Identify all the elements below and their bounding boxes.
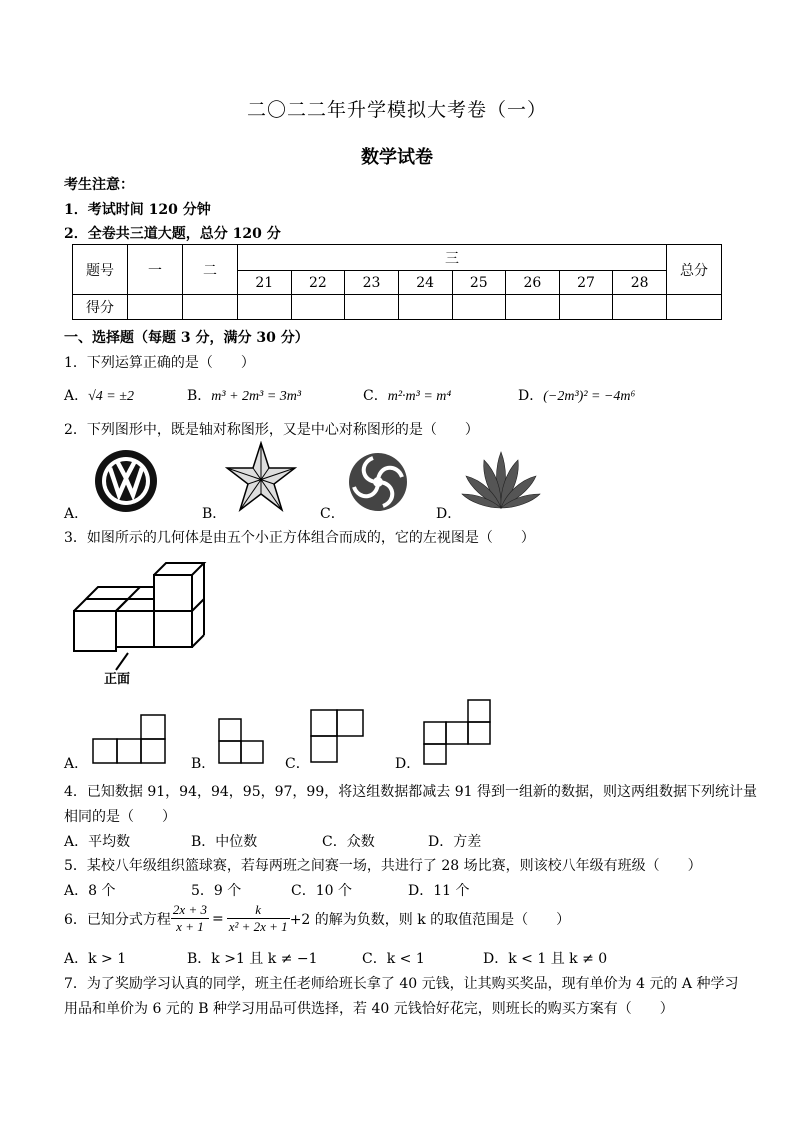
score-cell[interactable] (238, 295, 292, 320)
q6-stem: 6．已知分式方程 $\frac{2x + 3}{x + 1}$ = $\frac{k}{\text{x² + 2x + 1}}$ +2 的解为负数，则 k 的取值范围是（ ） (64, 902, 571, 934)
q4-stem-line1: 4．已知数据 91，94，94，95，97，99，将这组数据都减去 91 得到一组新的数据，则这两组数据下列统计量 (64, 784, 757, 800)
q3-option-c-figure (310, 708, 364, 764)
q6-fraction-2: $\frac{k}{\text{x² + 2x + 1}}$ (228, 902, 288, 934)
question-number-cell: 26 (506, 271, 560, 295)
q6-fraction-1: $\frac{2x + 3}{x + 1}$ (172, 902, 207, 934)
q4-option: C．众数 (322, 834, 375, 850)
score-cell[interactable] (452, 295, 506, 320)
q1-stem: 1．下列运算正确的是（ ） (64, 355, 255, 371)
q4-option: D．方差 (428, 834, 482, 850)
q6-option: D．k < 1 且 k ≠ 0 (483, 951, 608, 967)
row-label-question: 题号 (73, 245, 128, 295)
q2-label-a: A． (64, 506, 89, 522)
score-cell[interactable] (667, 295, 722, 320)
section-two-header: 二 (183, 245, 238, 295)
q4-option: A．平均数 (64, 834, 131, 850)
q2-label-d: D． (436, 506, 462, 522)
q5-option: C．10 个 (291, 883, 352, 899)
q3-stem: 3．如图所示的几何体是由五个小正方体组合而成的，它的左视图是（ ） (64, 530, 535, 546)
row-label-score: 得分 (73, 295, 128, 320)
score-cell[interactable] (128, 295, 183, 320)
score-cell[interactable] (613, 295, 667, 320)
question-number-cell: 25 (452, 271, 506, 295)
notes-heading: 考生注意： (64, 177, 134, 193)
section-one-header: 一 (128, 245, 183, 295)
question-number-cell: 24 (398, 271, 452, 295)
q5-option: 5．9 个 (191, 883, 242, 899)
q3-option-b-figure (218, 717, 264, 765)
q6-option: A．k > 1 (64, 951, 127, 967)
swirl-figure (347, 451, 409, 513)
q5-stem: 5．某校八年级组织篮球赛，若每两班之间赛一场，共进行了 28 场比赛，则该校八年级有班级（ ） (64, 858, 702, 874)
question-number-cell: 28 (613, 271, 667, 295)
note-item: 2．全卷共三道大题，总分 120 分 (64, 226, 281, 242)
q1-option-d: D．(−2m³)² = −4m⁶ (518, 388, 636, 404)
score-table (72, 244, 722, 320)
petal-logo-figure (460, 450, 542, 510)
q3-label-a: A． (64, 756, 89, 772)
score-cell[interactable] (559, 295, 613, 320)
q7-stem-line1: 7．为了奖励学习认真的同学，班主任老师给班长拿了 40 元钱，让其购买奖品，现有单价为 4 元的 A 种学习 (64, 976, 739, 992)
section-three-header: 三 (238, 245, 667, 271)
q3-option-d-figure (422, 698, 492, 766)
q3-label-b: B． (191, 756, 216, 772)
q1-option-b: B．m³ + 2m³ = 3m³ (187, 388, 302, 404)
question-number-cell: 22 (291, 271, 345, 295)
cube-solid-figure (70, 555, 210, 685)
q3-label-c: C． (285, 756, 310, 772)
star-figure (225, 441, 297, 513)
score-cell[interactable] (345, 295, 399, 320)
q2-label-b: B． (202, 506, 227, 522)
score-cell[interactable] (398, 295, 452, 320)
vw-logo-figure (93, 448, 159, 514)
q1-option-c: C．m²·m³ = m⁴ (363, 388, 452, 404)
q2-label-c: C． (320, 506, 345, 522)
score-cell[interactable] (291, 295, 345, 320)
q7-stem-line2: 用品和单价为 6 元的 B 种学习用品可供选择，若 40 元钱恰好花完，则班长的购买方案有（ ） (64, 1001, 674, 1017)
q2-stem: 2．下列图形中，既是轴对称图形，又是中心对称图形的是（ ） (64, 422, 479, 438)
score-cell[interactable] (506, 295, 560, 320)
section1-heading: 一、选择题（每题 3 分，满分 30 分） (64, 330, 309, 346)
question-number-cell: 27 (559, 271, 613, 295)
front-view-label: 正面 (104, 672, 131, 687)
note-item: 1．考试时间 120 分钟 (64, 202, 211, 218)
q6-option: C．k < 1 (362, 951, 425, 967)
score-cell[interactable] (183, 295, 238, 320)
q6-option: B．k >1 且 k ≠ −1 (187, 951, 318, 967)
q4-stem-line2: 相同的是（ ） (64, 809, 176, 825)
question-number-cell: 21 (238, 271, 292, 295)
q5-option: A．8 个 (64, 883, 116, 899)
q4-option: B．中位数 (191, 834, 258, 850)
exam-title: 二〇二二年升学模拟大考卷（一） (246, 99, 547, 121)
exam-subtitle: 数学试卷 (361, 147, 433, 168)
q1-option-a: A．√4 = ±2 (64, 388, 134, 404)
q5-option: D．11 个 (408, 883, 470, 899)
q3-label-d: D． (395, 756, 421, 772)
question-number-cell: 23 (345, 271, 399, 295)
q3-option-a-figure (92, 713, 166, 765)
total-header: 总分 (667, 245, 722, 295)
